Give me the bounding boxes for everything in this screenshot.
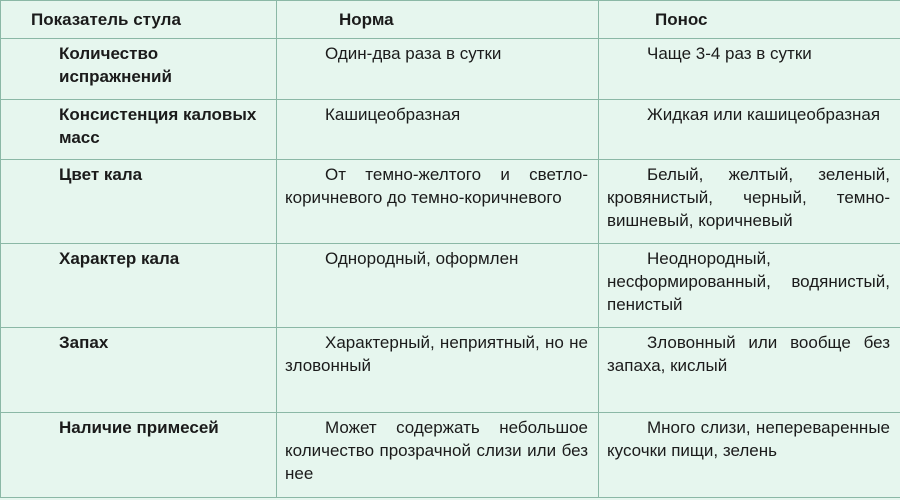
diarrhea-cell: Жидкая или кашицеобразная [599,100,900,160]
norm-cell: Может содержать небольшое количество прозрачной слизи или без нее [277,413,599,498]
norm-cell: От темно-желтого и светло-коричневого до темно-коричневого [277,160,599,244]
diarrhea-cell: Много слизи, непереваренные кусочки пищи, зелень [599,413,900,498]
norm-cell: Один-два раза в сутки [277,39,599,100]
header-indicator: Показатель стула [1,1,277,39]
indicator-cell: Запах [1,328,277,413]
indicator-cell: Консистенция каловых масс [1,100,277,160]
table-row [1,100,900,160]
header-norm: Норма [277,1,599,39]
indicator-cell: Характер кала [1,244,277,328]
diarrhea-cell: Белый, желтый, зеленый, кровянистый, черный, темно-вишневый, коричневый [599,160,900,244]
diarrhea-cell: Неоднородный, несформированный, водянистый, пенистый [599,244,900,328]
diarrhea-cell: Чаще 3-4 раз в сутки [599,39,900,100]
indicator-cell: Цвет кала [1,160,277,244]
indicator-cell: Наличие примесей [1,413,277,498]
table-row [1,39,900,100]
norm-cell: Кашицеобразная [277,100,599,160]
table-row [1,413,900,498]
header-diarrhea: Понос [599,1,900,39]
table-row [1,328,900,413]
table-row [1,160,900,244]
table-row [1,244,900,328]
diarrhea-cell: Зловонный или вообще без запаха, кислый [599,328,900,413]
norm-cell: Однородный, оформлен [277,244,599,328]
header-row [1,1,900,39]
indicator-cell: Количество испражнений [1,39,277,100]
norm-cell: Характерный, неприятный, но не зловонный [277,328,599,413]
